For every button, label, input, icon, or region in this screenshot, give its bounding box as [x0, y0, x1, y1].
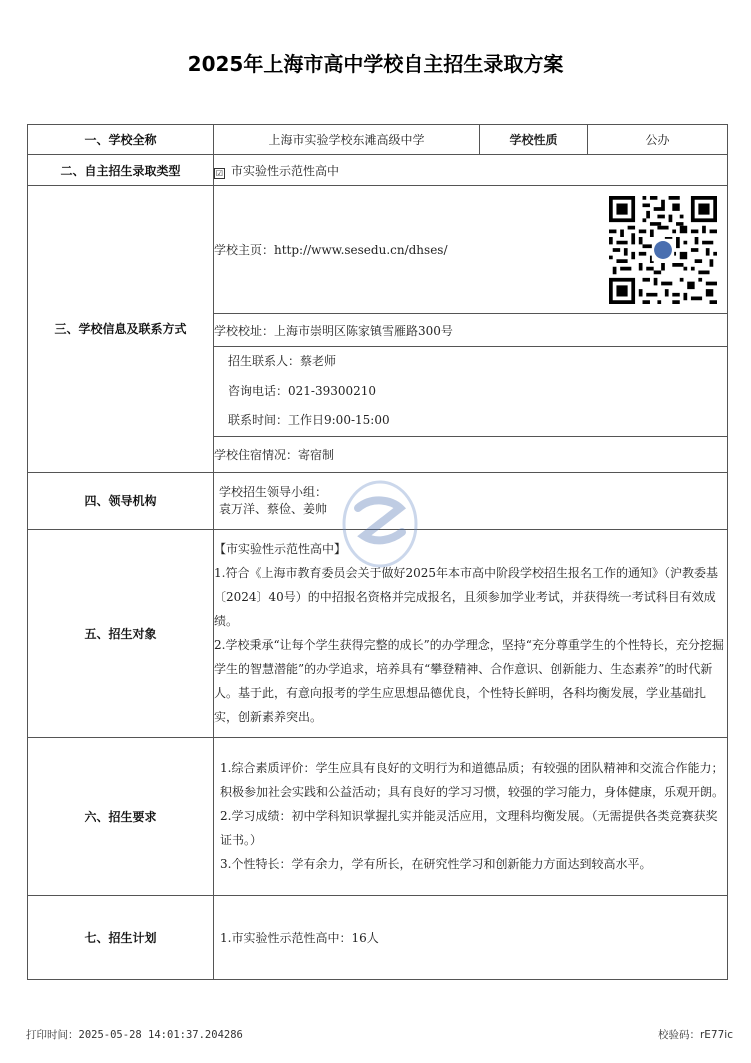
- admission-type-text: 市实验性示范性高中: [231, 163, 340, 178]
- row-requirements: [28, 737, 728, 895]
- requirement-item-2: 2.学习成绩：初中学科知识掌握扎实并能灵活应用，文理科均衡发展。（无需提供各类竞赛获奖证书。）: [220, 809, 718, 847]
- value-requirements: [214, 737, 728, 895]
- label-contact: 三、学校信息及联系方式: [28, 186, 214, 473]
- leadership-members: 袁万洋、蔡俭、姜帅: [219, 501, 328, 516]
- contact-hours: 联系时间：工作日9:00-15:00: [228, 413, 390, 427]
- watermark-logo-icon: [340, 478, 420, 570]
- row-school-name: [28, 125, 728, 155]
- value-leadership: [214, 472, 728, 529]
- row-plan: [28, 895, 728, 979]
- value-admission-type: [214, 155, 728, 186]
- label-plan: 七、招生计划: [28, 895, 214, 979]
- label-school-nature: 学校性质: [480, 125, 588, 155]
- label-requirements: 六、招生要求: [28, 737, 214, 895]
- value-boarding: 学校住宿情况：寄宿制: [214, 436, 728, 472]
- value-school-name: 上海市实验学校东滩高级中学: [214, 125, 480, 155]
- row-homepage: [28, 186, 728, 314]
- leadership-group-title: 学校招生领导小组：: [219, 484, 328, 499]
- target-item-1: 1.符合《上海市教育委员会关于做好2025年本市高中阶段学校招生报名工作的通知》（沪教委基〔2024〕40号）的中招报名资格并完成报名，且须参加学业考试，并获得统一考试科目有效成绩。: [214, 566, 718, 628]
- target-heading: 【市实验性示范性高中】: [214, 542, 347, 556]
- requirement-item-3: 3.个性特长：学有余力，学有所长，在研究性学习和创新能力方面达到较高水平。: [220, 857, 652, 871]
- value-address: 学校校址：上海市崇明区陈家镇雪雁路300号: [214, 314, 728, 347]
- target-item-2: 2.学校秉承“让每个学生获得完整的成长”的办学理念，坚持“充分尊重学生的个性特长，充分挖掘学生的智慧潜能”的办学追求，培养具有“攀登精神、合作意识、创新能力、生态素养”的时代新人。基于此，有意向报考的学生应思想品德优良，个性特长鲜明，各科均衡发展，学业基础扎实，创新素养突出。: [214, 638, 724, 724]
- value-plan: 1.市实验性示范性高中：16人: [214, 895, 728, 979]
- value-target: [214, 529, 728, 737]
- contact-person: 招生联系人：蔡老师: [228, 354, 337, 368]
- contact-phone: 咨询电话：021-39300210: [228, 383, 377, 398]
- requirement-item-1: 1.综合素质评价：学生应具有良好的文明行为和道德品质；有较强的团队精神和交流合作能力；积极参加社会实践和公益活动；具有良好的学习习惯，较强的学习能力，身体健康，乐观开朗。: [220, 761, 725, 799]
- cell-contact-details: [214, 347, 728, 437]
- homepage-text[interactable]: 学校主页：http://www.sesedu.cn/dhses/: [214, 243, 448, 257]
- cell-homepage: [214, 186, 728, 314]
- checked-checkbox[interactable]: ☑: [215, 168, 224, 178]
- label-admission-type: 二、自主招生录取类型: [28, 155, 214, 186]
- print-time: 打印时间：2025-05-28 14:01:37.204286: [26, 1029, 243, 1041]
- value-school-nature: 公办: [588, 125, 728, 155]
- label-leadership: 四、领导机构: [28, 472, 214, 529]
- verify-code: 校验码：rE77ic: [657, 1029, 733, 1041]
- label-target: 五、招生对象: [28, 529, 214, 737]
- qr-code-icon: [609, 196, 717, 304]
- label-school-name: 一、学校全称: [28, 125, 214, 155]
- page-title: 2025年上海市高中学校自主招生录取方案: [187, 52, 564, 76]
- row-admission-type: [28, 155, 728, 186]
